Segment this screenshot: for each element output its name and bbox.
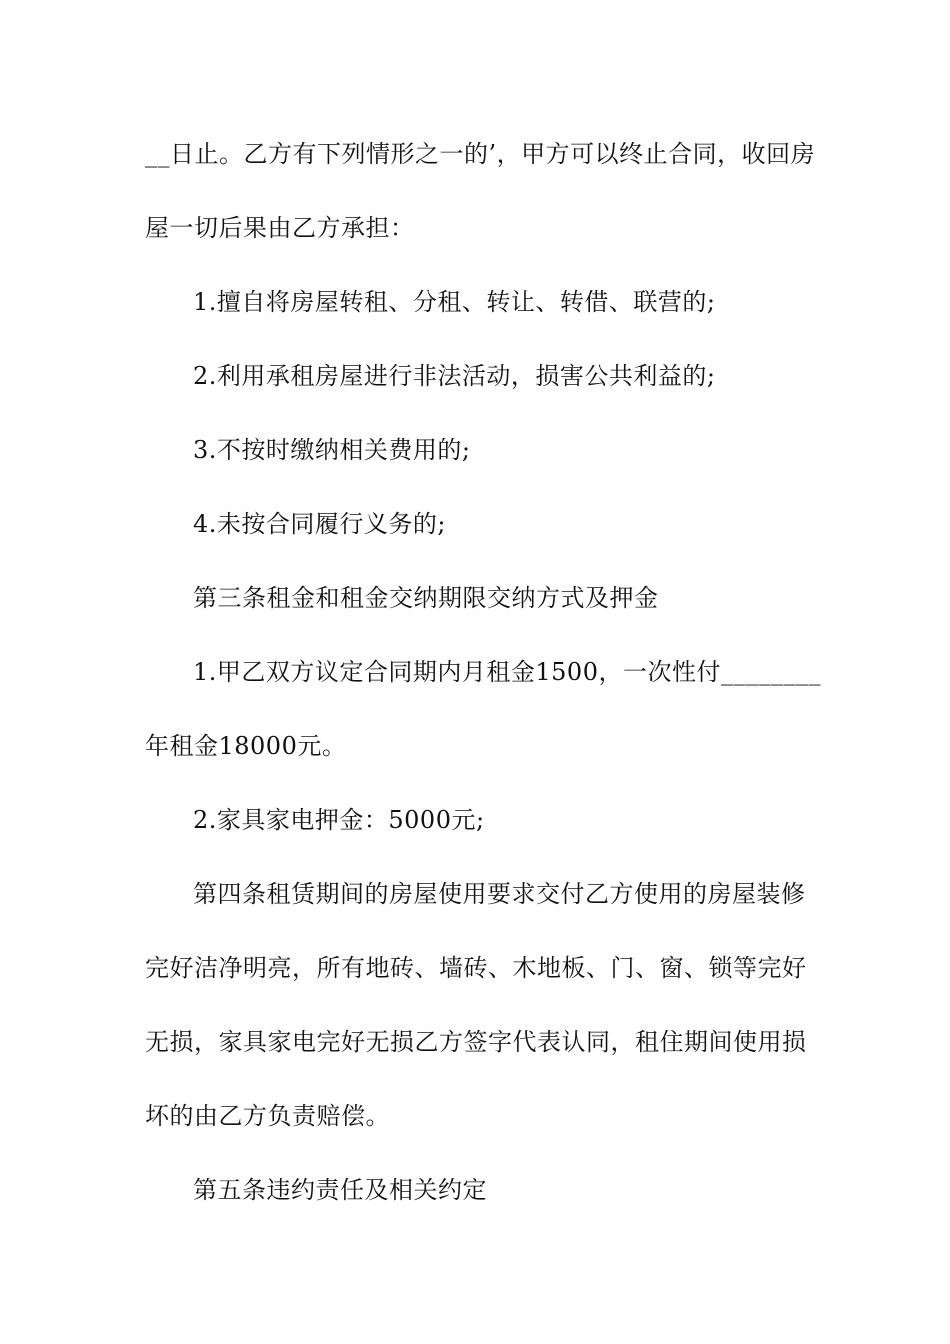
paragraph-line: 完好洁净明亮，所有地砖、墙砖、木地板、门、窗、锁等完好 [145, 954, 807, 982]
paragraph-line: 坏的由乙方负责赔偿。 [145, 1102, 390, 1130]
section-heading: 第四条租赁期间的房屋使用要求交付乙方使用的房屋装修 [193, 880, 806, 908]
paragraph-line: __日止。乙方有下列情形之一的’，甲方可以终止合同，收回房 [145, 140, 816, 168]
list-item: 4.未按合同履行义务的; [193, 510, 446, 538]
section-heading: 第三条租金和租金交纳期限交纳方式及押金 [193, 584, 659, 612]
list-item: 2.家具家电押金：5000元; [193, 806, 485, 834]
paragraph-line: 屋一切后果由乙方承担： [145, 214, 415, 242]
list-item: 2.利用承租房屋进行非法活动，损害公共利益的; [193, 362, 716, 390]
section-heading: 第五条违约责任及相关约定 [193, 1176, 487, 1204]
paragraph-line: 无损，家具家电完好无损乙方签字代表认同，租住期间使用损 [145, 1028, 807, 1056]
list-item: 1.擅自将房屋转租、分租、转让、转借、联营的; [193, 288, 716, 316]
list-item: 1.甲乙双方议定合同期内月租金1500，一次性付________ [193, 658, 821, 686]
list-item: 3.不按时缴纳相关费用的; [193, 436, 471, 464]
paragraph-line: 年租金18000元。 [145, 732, 347, 760]
